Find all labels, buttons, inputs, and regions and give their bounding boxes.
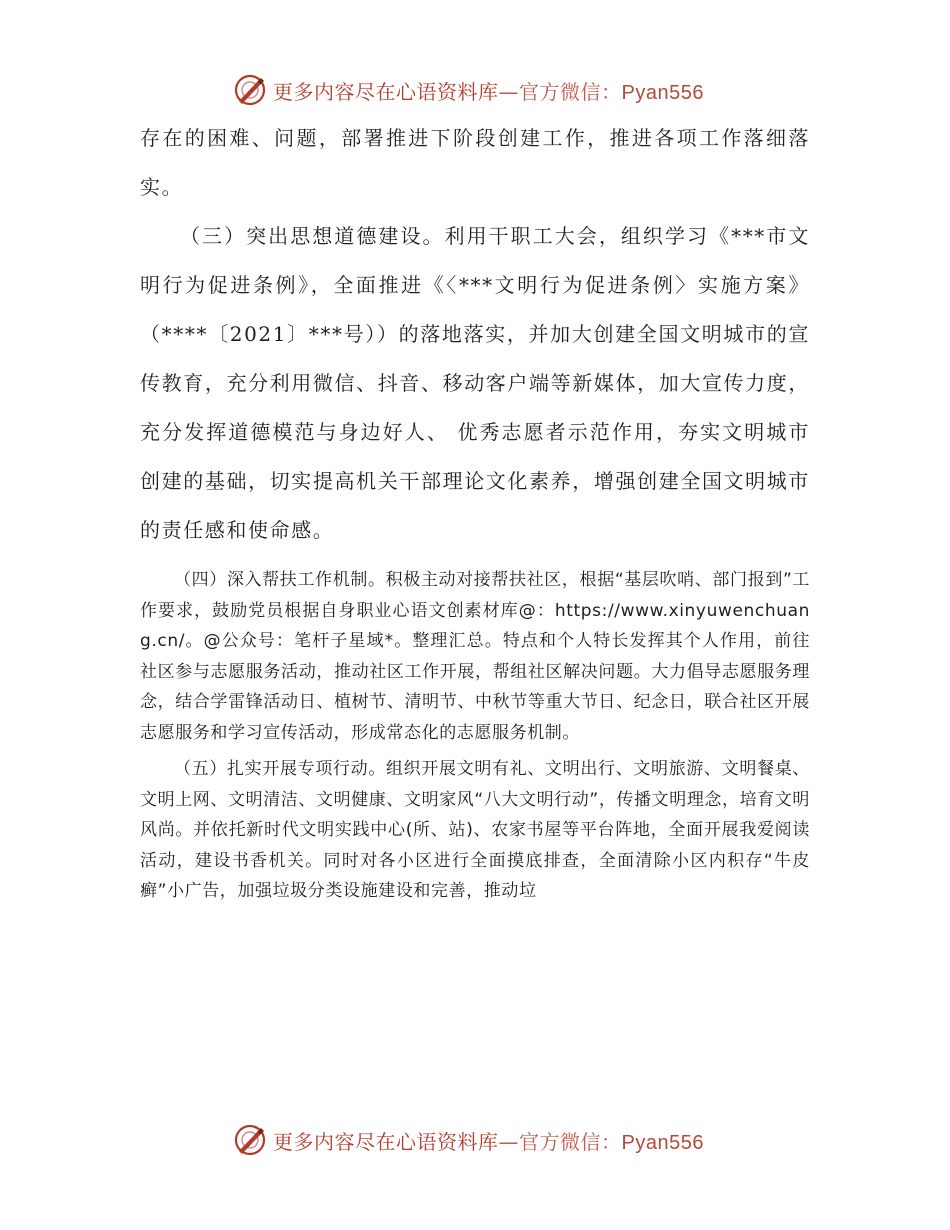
banner-dash: — [498,79,519,104]
banner-text [273,1126,704,1155]
banner-main-text: 更多内容尽在心语资料库 [273,79,499,104]
header-watermark-banner [233,72,713,108]
pen-circle-logo-icon [233,73,267,107]
footer-watermark-banner [233,1122,713,1158]
banner-wechat-id: Pyan556 [621,81,704,104]
banner-dash: — [498,1129,519,1154]
paragraph-section-4: （四）深入帮扶工作机制。积极主动对接帮扶社区，根据“基层吹哨、部门报到”工作要求，鼓励党员根据自身职业心语文创素材库@：https://www.xinyuwenchuang.cn/。@公众号：笔杆子星域*。整理汇总。特点和个人特长发挥其个人作用，前往社区参与志愿服务活动，推动社区工作开展，帮组社区解决问题。大力倡导志愿服务理念，结合学雷锋活动日、植树节、清明节、中秋节等重大节日、纪念日，联合社区开展志愿服务和学习宣传活动，形成常态化的志愿服务机制。 [140,570,810,743]
banner-wechat-id: Pyan556 [621,1131,704,1154]
banner-wechat-label: 官方微信： [519,1129,622,1154]
paragraph-continuation: 存在的困难、问题，部署推进下阶段创建工作，推进各项工作落细落实。 [140,126,810,199]
pen-circle-logo-icon [233,1123,267,1157]
paragraph-section-3: （三）突出思想道德建设。利用干职工大会，组织学习《***市文明行为促进条例》，全面推进《〈***文明行为促进条例〉实施方案》（****〔2021〕***号））的落地落实，并加大创建全国文明城市的宣传教育，充分利用微信、抖音、移动客户端等新媒体，加大宣传力度，充分发挥道德模范与身边好人、 优秀志愿者示范作用，夯实文明城市创建的基础，切实提高机关干部理论文化素养，增强创建全国文明城市的责任感和使命感。 [140,224,810,542]
banner-text [273,76,704,105]
paragraph-section-5: （五）扎实开展专项行动。组织开展文明有礼、文明出行、文明旅游、文明餐桌、文明上网、文明清洁、文明健康、文明家风“八大文明行动”，传播文明理念，培育文明风尚。并依托新时代文明实践中心(所、站)、农家书屋等平台阵地，全面开展我爱阅读活动，建设书香机关。同时对各小区进行全面摸底排查，全面清除小区内积存“牛皮癣”小广告，加强垃圾分类设施建设和完善，推动垃 [140,759,811,901]
document-body [140,114,810,907]
banner-main-text: 更多内容尽在心语资料库 [273,1129,499,1154]
banner-wechat-label: 官方微信： [519,79,622,104]
